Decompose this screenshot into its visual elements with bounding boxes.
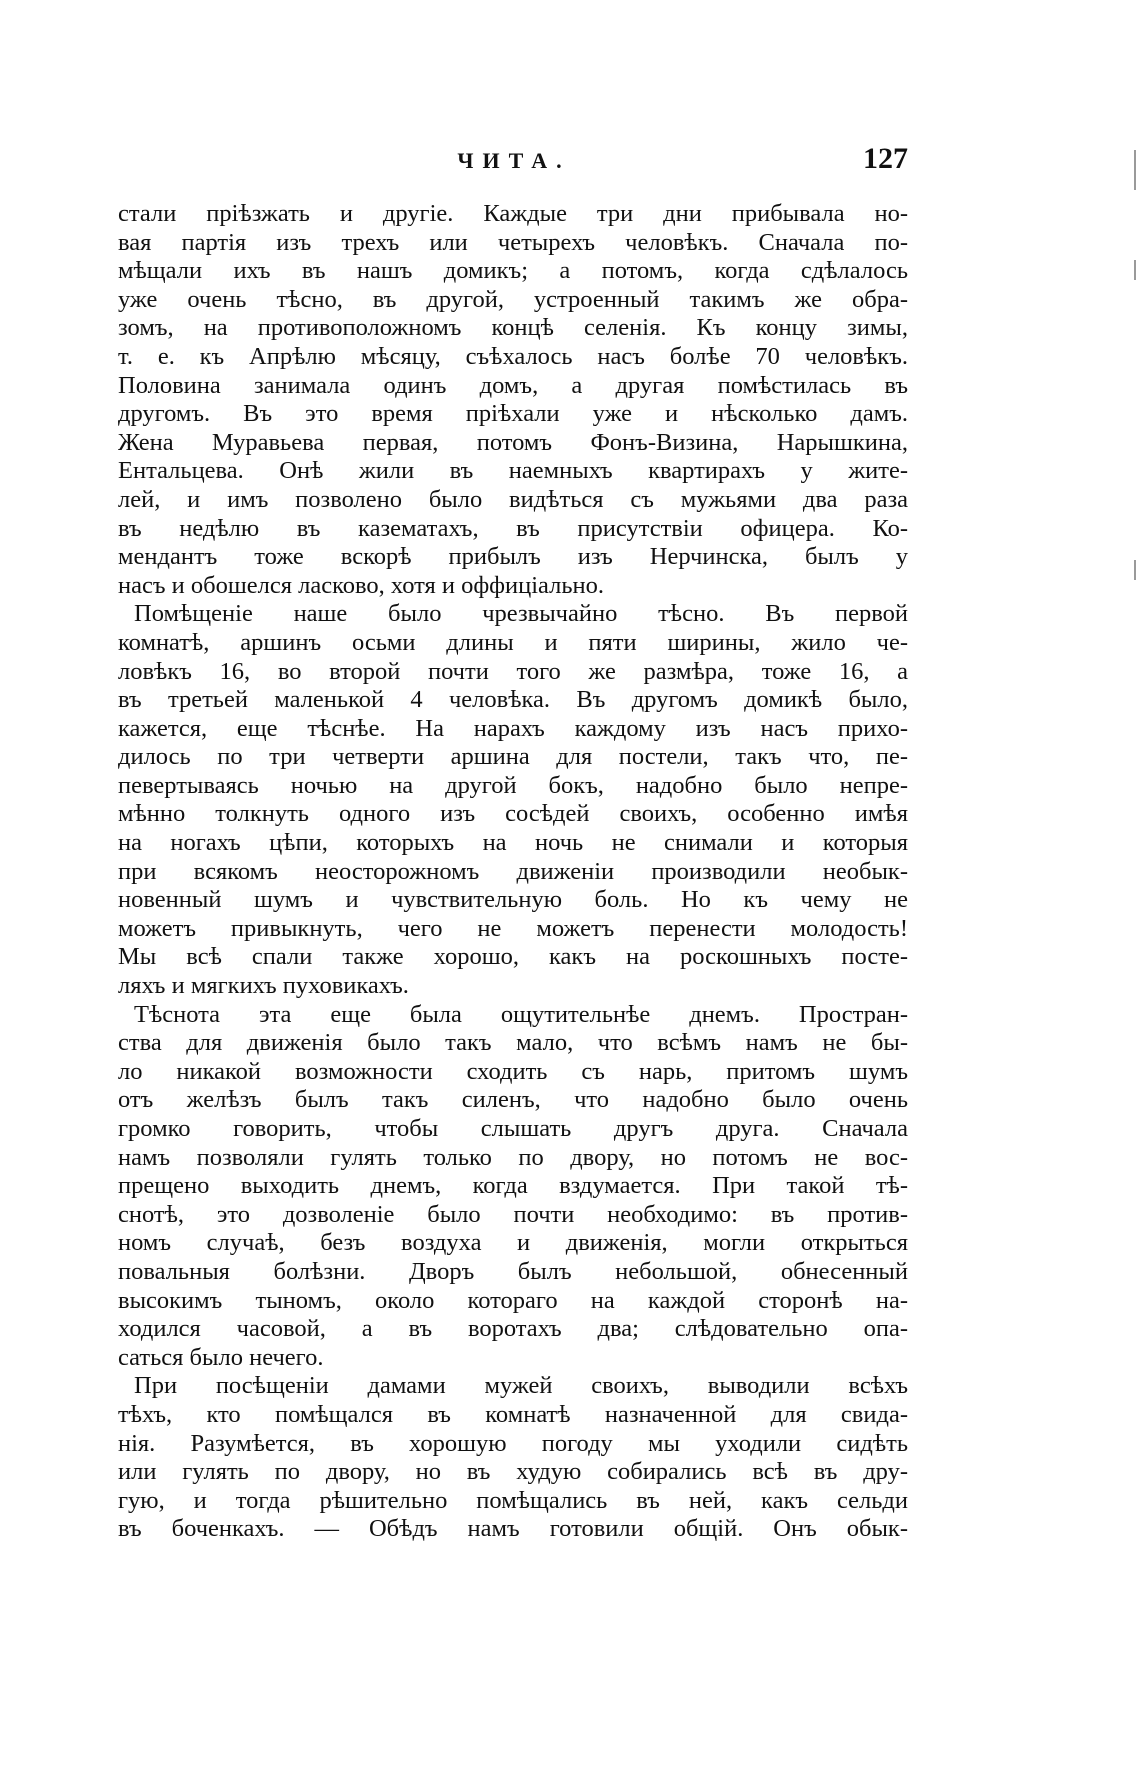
text-line: ляхъ и мягкихъ пуховикахъ.: [118, 972, 409, 1000]
text-line: саться было нечего.: [118, 1343, 324, 1371]
text-line: повальныя болѣзни. Дворъ былъ небольшой, обнесенный: [118, 1257, 908, 1285]
text-line: высокимъ тыномъ, около котораго на каждой сторонѣ на-: [118, 1286, 908, 1314]
text-line: Помѣщеніе наше было чрезвычайно тѣсно. Въ первой: [134, 600, 908, 628]
text-line: Жена Муравьева первая, потомъ Фонъ-Визина, Нарышкина,: [118, 428, 908, 456]
text-line: Ентальцева. Онѣ жили въ наемныхъ квартирахъ у жите-: [118, 457, 908, 485]
text-line: прещено выходить днемъ, когда вздумается. При такой тѣ-: [118, 1172, 908, 1200]
text-line: номъ случаѣ, безъ воздуха и движенія, могли открыться: [118, 1229, 908, 1257]
text-line: при всякомъ неосторожномъ движеніи производили необык-: [118, 857, 908, 885]
text-line: тѣхъ, кто помѣщался въ комнатѣ назначенной для свида-: [118, 1400, 908, 1428]
text-line: въ боченкахъ. — Обѣдъ намъ готовили общій. Онъ обык-: [118, 1515, 908, 1543]
text-line: новенный шумъ и чувствительную боль. Но къ чему не: [118, 886, 908, 914]
text-line: стали пріѣзжать и другіе. Каждые три дни прибывала но-: [118, 200, 908, 227]
text-line: лей, и имъ позволено было видѣться съ мужьями два раза: [118, 485, 908, 513]
text-line: ходился часовой, а въ воротахъ два; слѣдовательно опа-: [118, 1315, 908, 1343]
text-line: громко говорить, чтобы слышать другъ друга. Сначала: [118, 1115, 908, 1142]
page-number: 127: [863, 142, 908, 175]
scan-edge-mark: [1134, 560, 1136, 580]
text-line: При посѣщеніи дамами мужей своихъ, выводили всѣхъ: [134, 1372, 908, 1400]
text-line: на ногахъ цѣпи, которыхъ на ночь не снимали и которыя: [118, 829, 908, 857]
paragraph-2: [118, 600, 908, 1000]
text-line: гую, и тогда рѣшительно помѣщались въ ней, какъ сельди: [118, 1486, 908, 1514]
text-line: мѣнно толкнуть одного изъ сосѣдей своихъ, особенно имѣя: [118, 800, 908, 828]
text-line: намъ позволяли гулять только по двору, но потомъ не вос-: [118, 1143, 908, 1171]
text-line: мендантъ тоже вскорѣ прибылъ изъ Нерчинска, былъ у: [118, 543, 908, 571]
text-line: снотѣ, это дозволеніе было почти необходимо: въ против-: [118, 1200, 908, 1228]
paragraph-4: [118, 1372, 908, 1544]
scan-edge-mark: [1134, 260, 1136, 280]
scan-edge-mark: [1134, 150, 1136, 190]
text-line: нія. Разумѣется, въ хорошую погоду мы уходили сидѣть: [118, 1429, 908, 1457]
text-line: Тѣснота эта еще была ощутительнѣе днемъ. Простран-: [134, 1000, 908, 1028]
running-head: [118, 142, 910, 188]
text-line: ло никакой возможности сходить съ нарь, притомъ шумъ: [118, 1057, 908, 1085]
text-line: можетъ привыкнуть, чего не можетъ перенести молодость!: [118, 914, 908, 942]
text-line: вая партія изъ трехъ или четырехъ человѣкъ. Сначала по-: [118, 228, 908, 256]
text-line: зомъ, на противоположномъ концѣ селенія. Къ концу зимы,: [118, 314, 908, 342]
text-line: насъ и обошелся ласково, хотя и оффиціально.: [118, 571, 604, 599]
text-line: певертываясь ночью на другой бокъ, надобно было непре-: [118, 771, 908, 799]
running-title: ЧИТА.: [457, 148, 571, 173]
text-line: мѣщали ихъ въ нашъ домикъ; а потомъ, когда сдѣлалось: [118, 257, 908, 285]
text-line: Половина занимала одинъ домъ, а другая помѣстилась въ: [118, 371, 908, 399]
text-line: въ третьей маленькой 4 человѣка. Въ другомъ домикѣ было,: [118, 686, 908, 714]
text-line: т. е. къ Апрѣлю мѣсяцу, съѣхалось насъ болѣе 70 человѣкъ.: [118, 342, 908, 370]
text-line: въ недѣлю въ казематахъ, въ присутствіи офицера. Ко-: [118, 514, 908, 542]
paragraph-3: [118, 1001, 908, 1373]
text-line: дилось по три четверти аршина для постели, такъ что, пе-: [118, 743, 908, 771]
text-line: комнатѣ, аршинъ осьми длины и пяти ширины, жило че-: [118, 628, 908, 656]
text-line: или гулять по двору, но въ худую собирались всѣ въ дру-: [118, 1458, 908, 1486]
paragraph-1: [118, 200, 908, 600]
text-line: ства для движенія было такъ мало, что всѣмъ намъ не бы-: [118, 1029, 908, 1057]
text-line: ловѣкъ 16, во второй почти того же размѣра, тоже 16, а: [118, 657, 908, 685]
text-line: Мы всѣ спали также хорошо, какъ на роскошныхъ посте-: [118, 943, 908, 971]
text-line: уже очень тѣсно, въ другой, устроенный такимъ же обра-: [118, 285, 908, 313]
body-text: [118, 200, 908, 1544]
text-line: другомъ. Въ это время пріѣхали уже и нѣсколько дамъ.: [118, 400, 908, 428]
text-line: отъ желѣзъ былъ такъ силенъ, что надобно было очень: [118, 1086, 908, 1114]
text-line: кажется, еще тѣснѣе. На нарахъ каждому изъ насъ прихо-: [118, 714, 908, 742]
